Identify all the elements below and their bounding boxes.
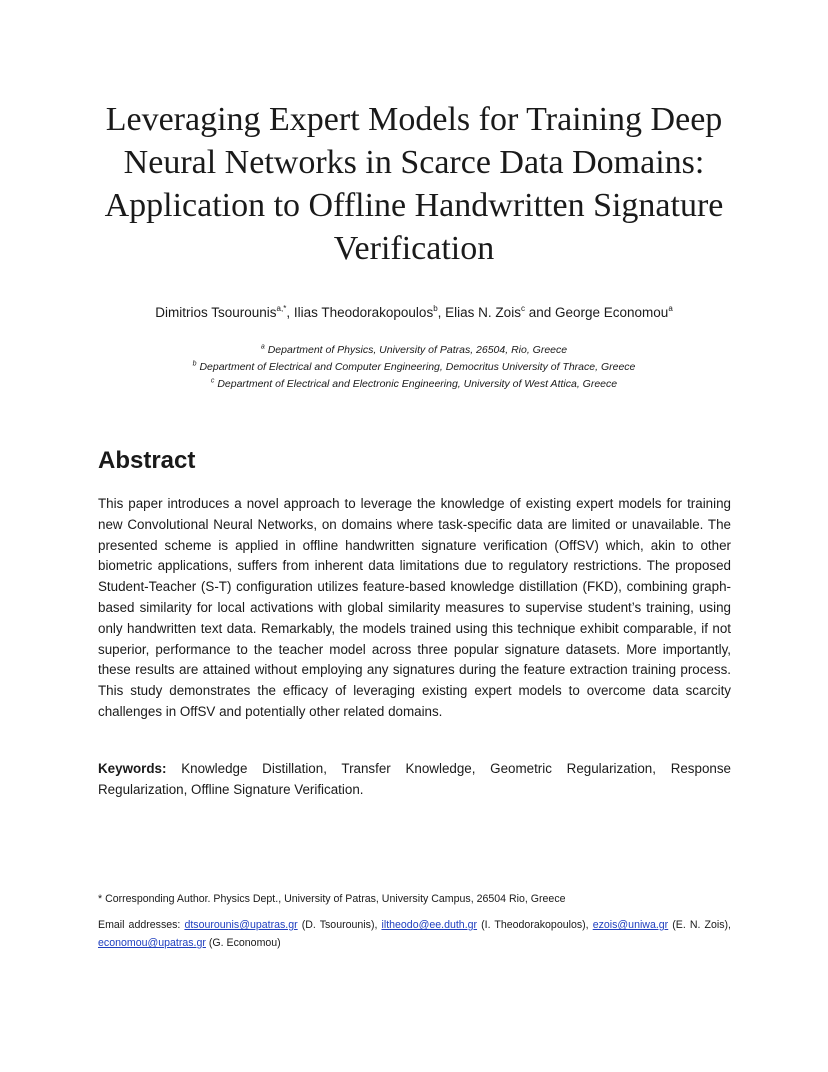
affiliation [40,359,788,376]
keywords [98,759,731,801]
affiliation-mark: b [192,360,197,368]
affiliation-mark: c [210,377,215,385]
affiliation-text: Department of Physics, University of Patras, 26504, Rio, Greece [267,344,568,356]
author-list [40,304,788,322]
email-link[interactable]: ezois@uniwa.gr [592,919,669,931]
author-affil-mark: a,* [276,303,287,313]
affiliation [40,376,788,393]
affiliation-list [40,342,788,393]
paper-title [60,98,768,270]
author-affil-mark: c [520,303,525,313]
title-line: Neural Networks in Scarce Data Domains: [123,144,705,181]
author-name: Elias N. Zois [445,305,521,320]
email-label: Email addresses: [98,919,185,931]
author-separator: , [437,305,446,320]
email-link[interactable]: iltheodo@ee.duth.gr [381,919,478,931]
email-owner: (I. Theodorakopoulos), [477,919,593,931]
abstract-text: This paper introduces a novel approach to leverage the knowledge of existing expert models for training new Convolutional Neural Networks, on domains where task-specific data are limited or unavailable. The presented scheme is applied in offline handwritten signature verification (OffSV) which, akin to other biometric applications, suffers from inherent data limitations due to regulatory restrictions. The proposed Student-Teacher (S-T) configuration utilizes feature-based knowledge distillation (FKD), combining graph-based similarity for local activations with global similarity measures to supervise student’s training, using only handwritten text data. Remarkably, the models trained using this technique exhibit comparable, if not superior, performance to the teacher model across three popular signature datasets. More importantly, these results are attained without employing any signatures during the feature extraction training process. This study demonstrates the efficacy of leveraging existing expert models to overcome data scarcity challenges in OffSV and potentially other related domains. [98,496,731,719]
author-name: Dimitrios Tsourounis [155,305,277,320]
author-name: Ilias Theodorakopoulos [293,305,434,320]
keywords-text: Knowledge Distillation, Transfer Knowledge, Geometric Regularization, Response Regularization, Offline Signature Verification. [98,761,731,797]
email-owner: (G. Economou) [205,937,281,949]
email-owner: (D. Tsourounis), [297,919,382,931]
author-name: George Economou [554,305,669,320]
affiliation-mark: a [260,343,265,351]
email-owner: (E. N. Zois), [668,919,732,931]
email-link[interactable]: dtsourounis@upatras.gr [184,919,298,931]
author-affil-mark: b [433,303,438,313]
author-affil-mark: a [668,303,673,313]
abstract-heading: Abstract [98,447,196,474]
affiliation-text: Department of Electrical and Electronic Engineering, University of West Attica, Greece [217,378,618,390]
title-line: Leveraging Expert Models for Training Deep [105,101,723,138]
email-addresses [98,916,731,952]
affiliation-text: Department of Electrical and Computer Engineering, Democritus University of Thrace, Greece [199,361,636,373]
keywords-label: Keywords: [98,761,167,776]
title-line: Verification [333,230,495,267]
author-separator: , [286,305,294,320]
affiliation [40,342,788,359]
title-line: Application to Offline Handwritten Signature [104,187,724,224]
corresponding-author-note: * Corresponding Author. Physics Dept., University of Patras, University Campus, 26504 Rio, Greece [98,893,566,905]
author-separator: and [524,305,555,320]
email-link[interactable]: economou@upatras.gr [98,937,206,949]
